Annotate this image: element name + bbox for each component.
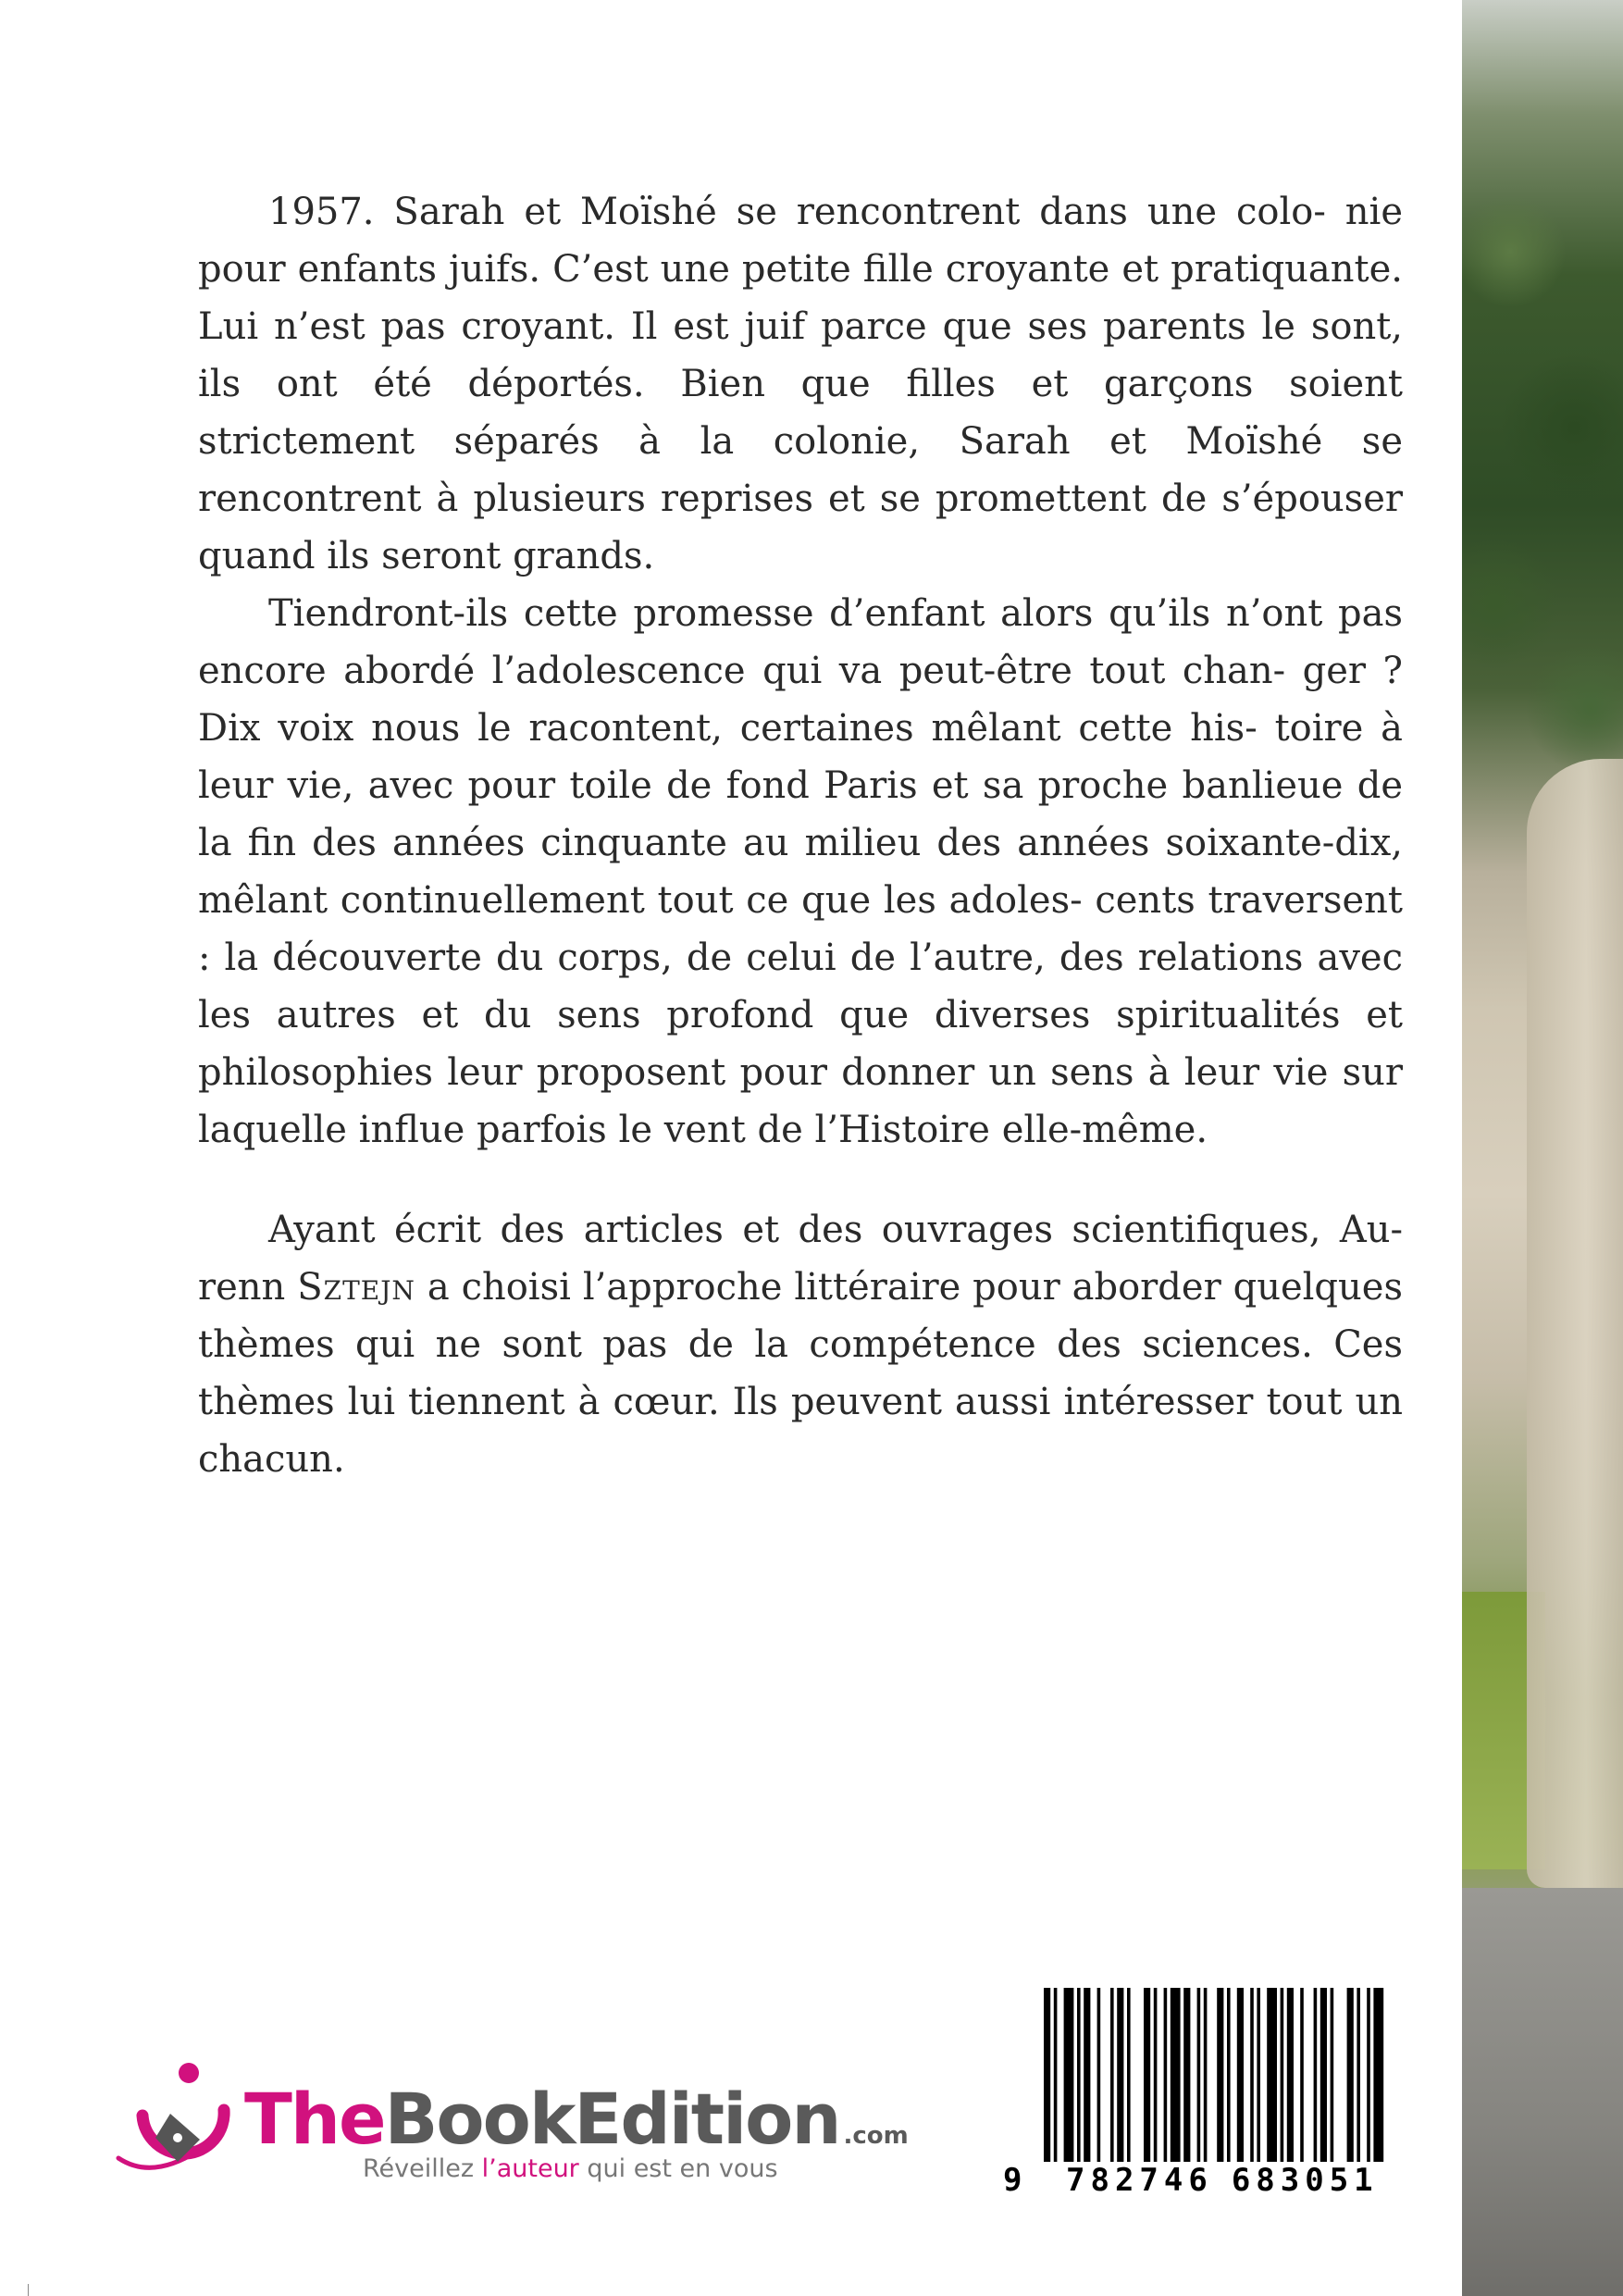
barcode-bar xyxy=(1084,1988,1090,2162)
text-line: de s’épouser quand ils seront grands. xyxy=(198,478,1403,577)
barcode-bar xyxy=(1197,1988,1201,2162)
text-line: garçons soient strictement séparés à la colonie, Sarah et xyxy=(198,363,1403,463)
barcode-lead-digit: 9 xyxy=(1003,2162,1022,2199)
barcode-bar xyxy=(1281,1988,1284,2162)
text-line: spiritualités et philosophies leur proposent pour donner un xyxy=(198,994,1404,1094)
text-fragment: a choisi l’approche littéraire pour aborder quelques xyxy=(415,1266,1403,1309)
barcode-bar xyxy=(1367,1988,1370,2162)
barcode-bar xyxy=(1144,1988,1150,2162)
barcode-bar xyxy=(1300,1988,1304,2162)
logo-com: .com xyxy=(843,2122,909,2150)
photo-pedestal xyxy=(1462,1888,1623,2296)
barcode-bar xyxy=(1110,1988,1114,2162)
barcode-bar xyxy=(1237,1988,1244,2162)
barcode-bar xyxy=(1320,1988,1327,2162)
barcode-bar xyxy=(1064,1988,1074,2162)
barcode-group-2: 683051 xyxy=(1231,2162,1379,2199)
text-line: toire à leur vie, avec pour toile de fond Paris et sa proche xyxy=(198,707,1403,807)
barcode-bar xyxy=(1204,1988,1208,2162)
text-line: pratiquante. Lui n’est pas croyant. Il est juif parce que xyxy=(198,248,1404,348)
barcode-bars xyxy=(1003,1988,1392,2162)
barcode-bar xyxy=(1314,1988,1318,2162)
barcode-bar xyxy=(1250,1988,1254,2162)
garden-statue-photo xyxy=(1462,0,1623,2296)
barcode-bar xyxy=(1373,1988,1383,2162)
text-line: pas encore abordé l’adolescence qui va peut-être tout chan- xyxy=(198,592,1404,692)
logo-the: The xyxy=(244,2078,385,2160)
photo-foliage xyxy=(1462,111,1623,814)
text-line: ger ? Dix voix nous le racontent, certaines mêlant cette his- xyxy=(198,650,1403,750)
barcode-bar xyxy=(1357,1988,1360,2162)
text-line: thèmes qui ne sont pas de la compétence des sciences. Ces xyxy=(198,1323,1403,1366)
text-line: Tiendront-ils cette promesse d’enfant alors qu’ils n’ont xyxy=(268,592,1323,635)
author-name: Sztejn xyxy=(297,1266,415,1309)
text-line: ses parents le sont, ils ont été déportés. Bien que filles et xyxy=(198,305,1403,405)
tagline-fragment: qui est en vous xyxy=(578,2154,778,2183)
text-line: nie pour enfants juifs. C’est une petite fille croyante et xyxy=(198,191,1404,291)
barcode-bar xyxy=(1127,1988,1131,2162)
tagline-fragment: Réveillez xyxy=(363,2154,482,2183)
text-fragment: renn xyxy=(198,1266,298,1309)
barcode-bar xyxy=(1154,1988,1158,2162)
barcode-bar xyxy=(1267,1988,1277,2162)
barcode-bar xyxy=(1287,1988,1294,2162)
publisher-logo xyxy=(115,2062,909,2183)
text-line: Ayant écrit des articles et des ouvrages scientifiques, Au- xyxy=(268,1209,1403,1251)
logo-tagline xyxy=(363,2154,778,2183)
barcode-bar xyxy=(1347,1988,1354,2162)
barcode-bar xyxy=(1217,1988,1223,2162)
tagline-accent: l’auteur xyxy=(481,2154,579,2183)
text-line: cents traversent : la découverte du corps, de celui de l’autre, xyxy=(198,879,1403,979)
barcode-bar xyxy=(1097,1988,1101,2162)
barcode-group-1: 782746 xyxy=(1066,2162,1213,2199)
author-bio-paragraph xyxy=(198,1201,1403,1488)
barcode-bar xyxy=(1077,1988,1081,2162)
barcode-bar xyxy=(1331,1988,1334,2162)
barcode-digits xyxy=(1003,2162,1392,2199)
text-line: thèmes lui tiennent à cœur. Ils peuvent aussi intéresser tout xyxy=(198,1381,1343,1423)
logo-book-edition: BookEdition xyxy=(384,2078,840,2160)
text-line: soixante-dix, mêlant continuellement tout ce que les adoles- xyxy=(198,822,1403,922)
barcode-bar xyxy=(1117,1988,1123,2162)
photo-statue xyxy=(1527,759,1623,1888)
barcode-bar xyxy=(1171,1988,1181,2162)
barcode-bar xyxy=(1044,1988,1050,2162)
barcode-bar xyxy=(1183,1988,1190,2162)
back-cover-text xyxy=(198,183,1403,1488)
synopsis-paragraph-1 xyxy=(198,183,1403,585)
crop-mark xyxy=(28,2284,29,2296)
text-line: Moïshé se rencontrent à plusieurs reprises et se promettent xyxy=(198,420,1403,520)
text-line: des relations avec les autres et du sens profond que diverses xyxy=(198,937,1403,1036)
barcode-bar xyxy=(1227,1988,1231,2162)
barcode-bar xyxy=(1257,1988,1260,2162)
text-line: elle-même. xyxy=(1001,1109,1208,1151)
text-line: banlieue de la fin des années cinquante au milieu des années xyxy=(198,764,1404,864)
text-line: 1957. Sarah et Moïshé se rencontrent dans une colo- xyxy=(268,191,1326,233)
synopsis-paragraph-2 xyxy=(198,585,1403,1159)
barcode-bar xyxy=(1054,1988,1058,2162)
text-line: sens à leur vie sur laquelle influe parfois le vent de l’Histoire xyxy=(198,1051,1403,1151)
pen-nib-icon xyxy=(115,2062,235,2182)
isbn-barcode xyxy=(1003,1988,1392,2201)
barcode-bar xyxy=(1164,1988,1168,2162)
text-line: un chacun. xyxy=(198,1381,1403,1481)
